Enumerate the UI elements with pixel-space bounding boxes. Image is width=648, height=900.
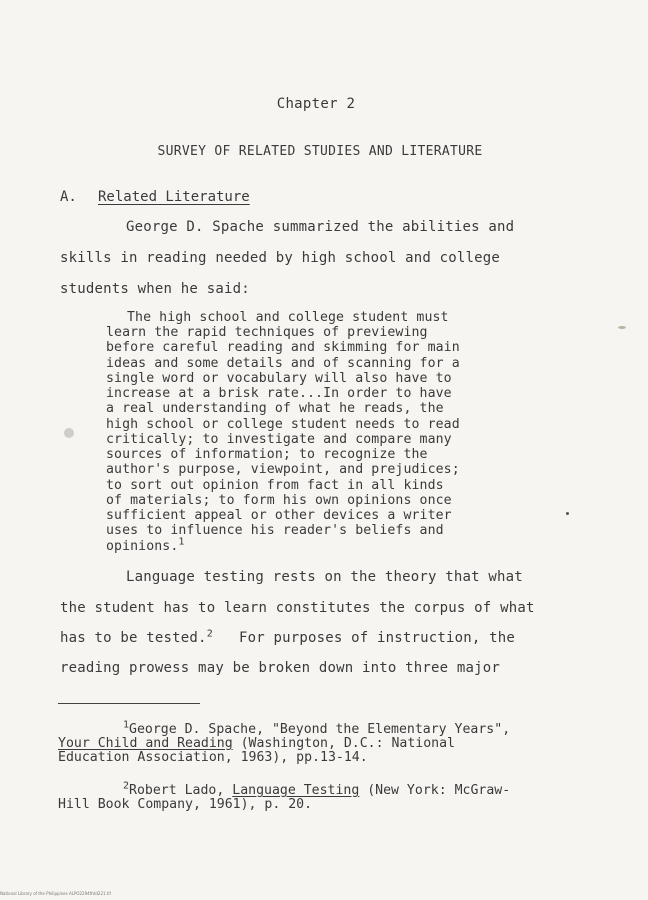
footnote-1-line-1 (123, 719, 511, 737)
footnote-2-line-2: Hill Book Company, 1961), p. 20. (58, 797, 313, 812)
footnote-book-title: Your Child and Reading (58, 736, 233, 751)
intro-line: George D. Spache summarized the abilities and (126, 219, 515, 235)
body-line: Language testing rests on the theory that what (126, 569, 523, 585)
footnote-divider (58, 703, 200, 704)
footnote-text: George D. Spache, "Beyond the Elementary Years", (129, 722, 511, 737)
section-heading (60, 189, 250, 205)
quote-line: learn the rapid techniques of previewing (106, 325, 428, 340)
footnote-text: (Washington, D.C.: National (232, 736, 455, 751)
quote-line: high school or college student needs to read (106, 417, 460, 432)
paper-speck (618, 326, 626, 329)
footnote-1-line-2 (58, 737, 455, 751)
section-letter: A. (60, 189, 77, 205)
footnote-2-line-1 (123, 780, 511, 798)
footnote-mark: 2 (123, 780, 130, 792)
intro-line: skills in reading needed by high school and college (60, 250, 501, 266)
intro-line: students when he said: (60, 281, 250, 297)
quote-line: before careful reading and skimming for main (106, 340, 460, 355)
footnote-book-title: Language Testing (232, 783, 360, 798)
quote-line: The high school and college student must (127, 310, 449, 325)
footnote-ref: 1 (178, 536, 185, 548)
footnote-1-line-3: Education Association, 1963), pp.13-14. (58, 750, 368, 765)
section-title: Related Literature (98, 189, 250, 205)
footnote-ref: 2 (206, 628, 213, 640)
quote-line: uses to influence his reader's beliefs and (106, 523, 444, 538)
body-line: has to be tested. (60, 630, 207, 646)
chapter-heading: Chapter 2 (276, 96, 356, 112)
paper-speck (64, 428, 74, 438)
quote-line: a real understanding of what he reads, the (106, 401, 444, 416)
body-line: reading prowess may be broken down into three major (60, 660, 501, 676)
paper-speck (566, 512, 569, 515)
quote-line: opinions. (106, 539, 179, 554)
footnote-text: (New York: McGraw- (359, 783, 511, 798)
chapter-title: SURVEY OF RELATED STUDIES AND LITERATURE (157, 144, 483, 159)
quote-line: to sort out opinion from fact in all kinds (106, 478, 444, 493)
body-line-3 (60, 630, 515, 646)
footnote-mark: 1 (123, 719, 130, 731)
quote-line: single word or vocabulary will also have to (106, 371, 452, 386)
quote-line: ideas and some details and of scanning for a (106, 356, 460, 371)
quote-line: increase at a brisk rate...In order to have (106, 386, 452, 401)
quote-line: sufficient appeal or other devices a writer (106, 508, 452, 523)
quote-line: critically; to investigate and compare many (106, 432, 452, 447)
quote-line: of materials; to form his own opinions once (106, 493, 452, 508)
footnote-text: Robert Lado, (129, 783, 233, 798)
archive-footer: National Library of the Philippines ALPO2294thtd221.tif (0, 891, 111, 896)
body-line: the student has to learn constitutes the corpus of what (60, 600, 535, 616)
quote-line: author's purpose, viewpoint, and prejudices; (106, 462, 460, 477)
body-line: For purposes of instruction, the (238, 630, 516, 646)
quote-line-last (106, 536, 185, 554)
quote-line: sources of information; to recognize the (106, 447, 428, 462)
